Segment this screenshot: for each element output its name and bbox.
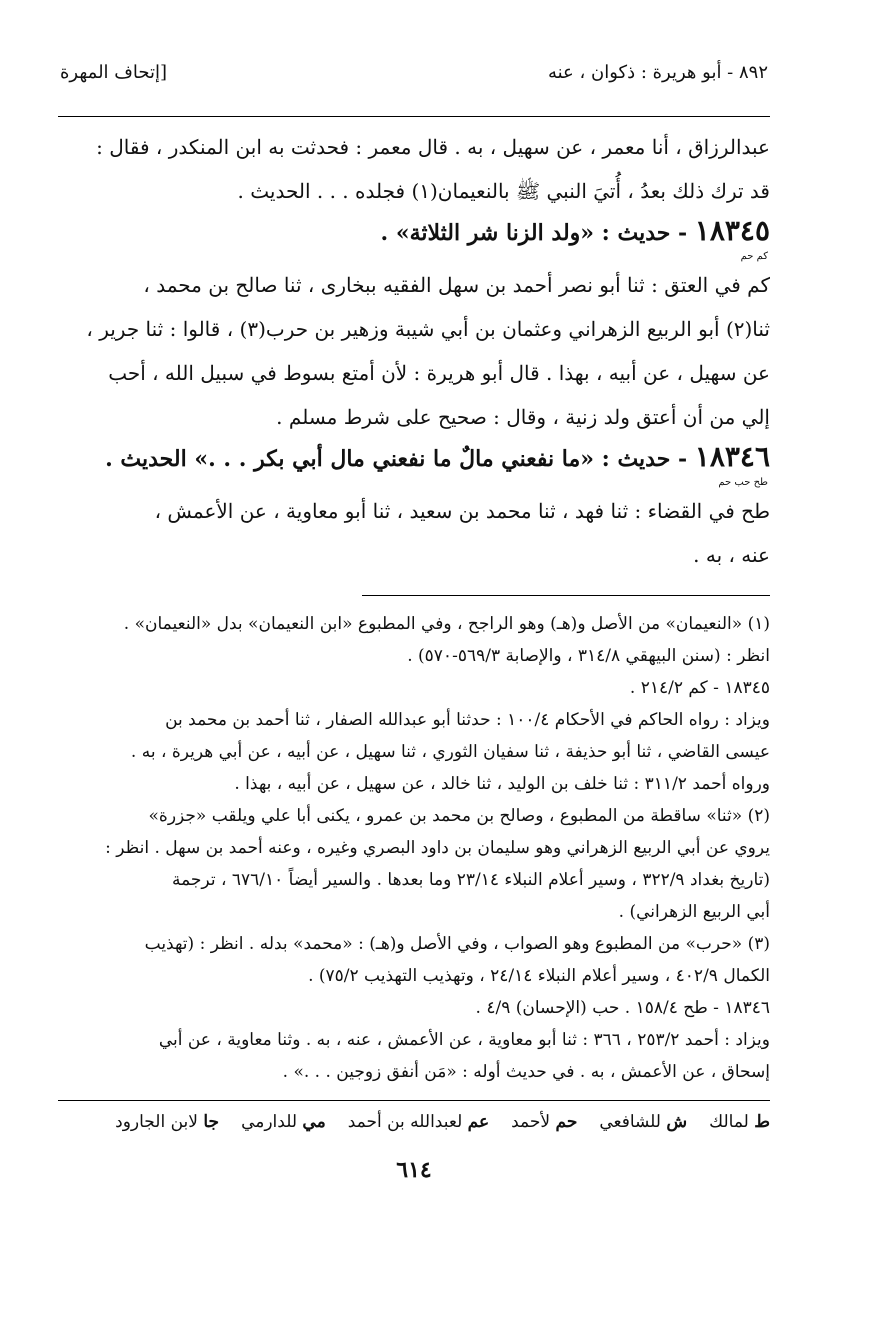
footnote-separator (58, 595, 770, 596)
footnotes (58, 608, 770, 1088)
text-line: إلي من أن أعتق ولد زنية ، وقال : صحيح على شرط مسلم . (276, 405, 770, 429)
text-line: كم في العتق : ثنا أبو نصر أحمد بن سهل الفقيه ببخارى ، ثنا صالح بن محمد ، (143, 273, 770, 297)
legend-item: جا لابن الجارود (115, 1112, 220, 1132)
hadith-heading (58, 213, 770, 251)
legend-item: ط لمالك (709, 1112, 770, 1132)
book-page (58, 62, 770, 1183)
page-number: ٦١٤ (396, 1157, 432, 1183)
footnote-line: أبي الربيع الزهراني) . (618, 902, 770, 922)
legend-item: عم لعبدالله بن أحمد (347, 1112, 490, 1132)
footnote-line: ١٨٣٤٥ - كم ٢١٤/٢ . (629, 678, 770, 698)
legend-item: حم لأحمد (511, 1112, 578, 1132)
text-line: قد ترك ذلك بعدُ ، أُتيَ النبي ﷺ بالنعيمان(١) فجلده . . . الحديث . (237, 179, 770, 203)
footnote-line: (تاريخ بغداد ٣٢٢/٩ ، وسير أعلام النبلاء ٢٣/١٤ وما بعدها . والسير أيضاً ٦٧٦/١٠ ، ترجمة (171, 870, 770, 890)
legend-item: ش للشافعي (599, 1112, 688, 1132)
footnote-line: ١٨٣٤٦ - طح ١٥٨/٤ . حب (الإحسان) ٤/٩ . (475, 998, 770, 1018)
footnote-line: الكمال ٤٠٢/٩ ، وسير أعلام النبلاء ٢٤/١٤ ، وتهذيب التهذيب ٧٥/٢) . (308, 966, 770, 986)
hadith-title: - حديث : «ولد الزنا شر الثلاثة» . (380, 220, 688, 246)
footnote-line: ويزاد : رواه الحاكم في الأحكام ١٠٠/٤ : حدثنا أبو عبدالله الصفار ، ثنا أحمد بن محمد بن (165, 710, 770, 730)
footnote-line: (٢) «ثنا» ساقطة من المطبوع ، وصالح بن محمد بن عمرو ، يكنى أبا علي ويلقب «جزرة» (148, 806, 770, 826)
footnote-line: (١) «النعيمان» من الأصل و(هـ) وهو الراجح ، وفي المطبوع «ابن النعيمان» بدل «النعيمان» . (123, 614, 770, 634)
footnote-line: يروي عن أبي الربيع الزهراني وهو سليمان بن داود البصري وغيره ، وعنه أحمد بن سهل . انظر : (105, 838, 770, 858)
hadith-number: ١٨٣٤٥ (694, 214, 770, 247)
footnote-line: ورواه أحمد ٣١١/٢ : ثنا خلف بن الوليد ، ثنا خالد ، عن سهيل ، عن أبيه ، بهذا . (234, 774, 770, 794)
footnote-line: (٣) «حرب» من المطبوع وهو الصواب ، وفي الأصل و(هـ) : «محمد» بدله . انظر : (تهذيب (144, 934, 770, 954)
text-line: عبدالرزاق ، أنا معمر ، عن سهيل ، به . قال معمر : فحدثت به ابن المنكدر ، فقال : (96, 135, 770, 159)
abbreviation-legend (58, 1105, 770, 1139)
footnote-line: انظر : (سنن البيهقي ٣١٤/٨ ، والإصابة ٥٦٩/٣-٥٧٠) . (407, 646, 770, 666)
text-line: ثنا(٢) أبو الربيع الزهراني وعثمان بن أبي شيبة وزهير بن حرب(٣) ، قالوا : ثنا جرير ، (86, 317, 770, 341)
legend-rule (58, 1100, 770, 1101)
footnote-line: عيسى القاضي ، ثنا أبو حذيفة ، ثنا سفيان الثوري ، ثنا سهيل ، عن أبيه ، عن أبي هريرة ، به . (130, 742, 770, 762)
text-line: عنه ، به . (693, 543, 770, 567)
hadith-heading (58, 439, 770, 477)
header-rule (58, 116, 770, 117)
main-text (58, 125, 770, 577)
hadith-number: ١٨٣٤٦ (694, 440, 770, 473)
footnote-line: ويزاد : أحمد ٢٥٣/٢ ، ٣٦٦ : ثنا أبو معاوية ، عن الأعمش ، عنه ، به . وثنا معاوية ، عن أبي (158, 1030, 770, 1050)
header-book-name: [إتحاف المهرة (60, 62, 168, 83)
footnote-line: إسحاق ، عن الأعمش ، به . في حديث أوله : «مَن أنفق زوجين . . .» . (282, 1062, 770, 1082)
header-title: ٨٩٢ - أبو هريرة : ذكوان ، عنه (547, 62, 768, 83)
page-header (58, 62, 770, 106)
legend-item: مي للدارمي (241, 1112, 326, 1132)
text-line: طح في القضاء : ثنا فهد ، ثنا محمد بن سعيد ، ثنا أبو معاوية ، عن الأعمش ، (154, 499, 770, 523)
hadith-title: - حديث : «ما نفعني مالٌ ما نفعني مال أبي بكر . . .» الحديث . (105, 446, 688, 472)
source-codes: كم حم (740, 251, 768, 262)
text-line: عن سهيل ، عن أبيه ، بهذا . قال أبو هريرة : لأن أمتع بسوط في سبيل الله ، أحب (108, 361, 770, 385)
source-codes: طح حب حم (718, 477, 768, 488)
